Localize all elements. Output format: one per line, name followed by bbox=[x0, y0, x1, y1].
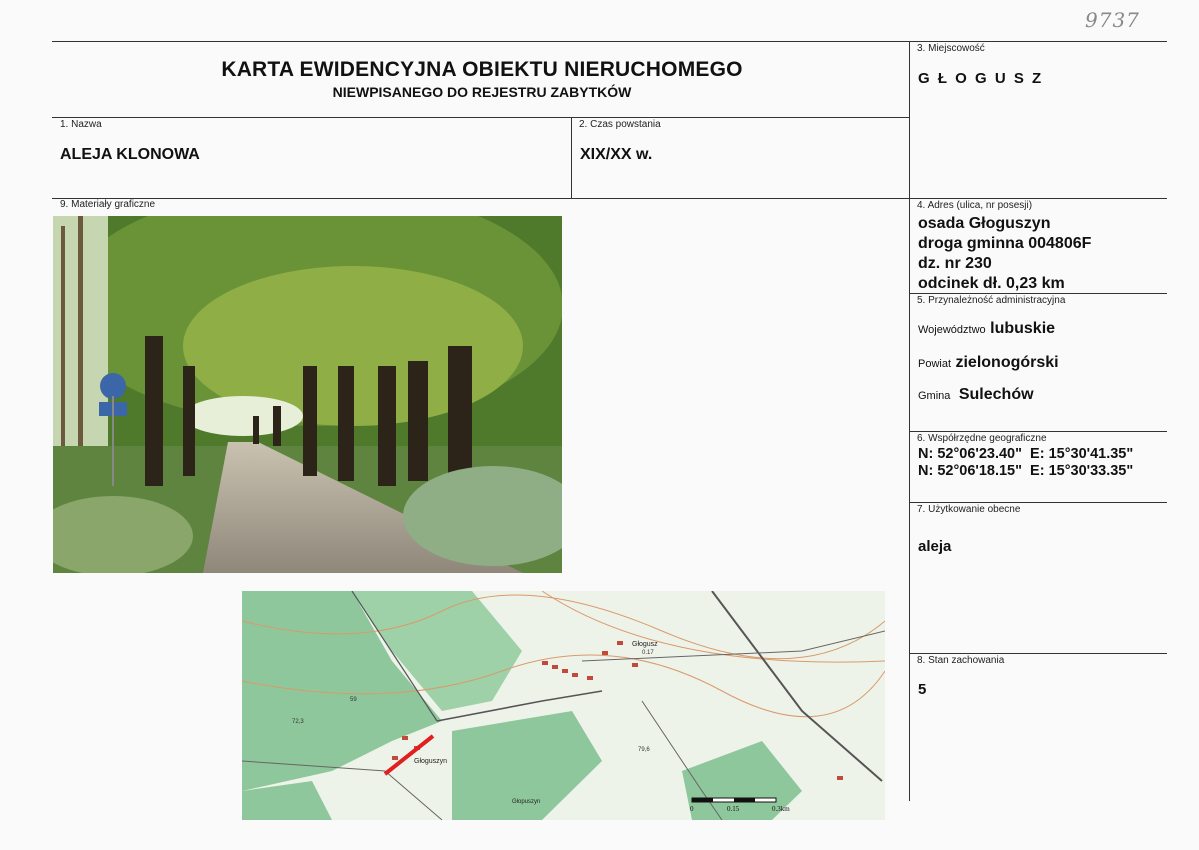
map-label-elev4: 59 bbox=[350, 697, 357, 703]
handwritten-number: 9737 bbox=[1085, 8, 1140, 32]
location-map bbox=[242, 591, 885, 820]
commune-label: Gmina bbox=[918, 390, 951, 402]
row-divider bbox=[52, 198, 1167, 199]
address-line-1: osada Głoguszyn bbox=[918, 215, 1051, 232]
admin-divider bbox=[909, 431, 1167, 432]
map-label-glogusz: Głogusz bbox=[632, 641, 658, 648]
top-border bbox=[52, 41, 1167, 42]
commune-row bbox=[918, 386, 1034, 404]
scale-zero: 0 bbox=[690, 805, 694, 813]
right-column-divider bbox=[909, 41, 910, 801]
created-label: 2. Czas powstania bbox=[579, 119, 661, 130]
coords-line-2: N: 52°06'18.15" E: 15°30'33.35" bbox=[918, 463, 1134, 479]
map-label-elev3: 79,6 bbox=[638, 747, 650, 753]
coords-divider bbox=[909, 502, 1167, 503]
header-divider bbox=[52, 117, 909, 118]
name-divider bbox=[571, 117, 572, 198]
usage-value: aleja bbox=[918, 538, 952, 555]
condition-label: 8. Stan zachowania bbox=[917, 655, 1005, 666]
map-label-elev1: 72,3 bbox=[292, 719, 304, 725]
created-value: XIX/XX w. bbox=[580, 146, 653, 163]
name-label: 1. Nazwa bbox=[60, 119, 102, 130]
map-label-gloguszyn: Głoguszyn bbox=[414, 758, 448, 765]
voivodeship-row bbox=[918, 320, 1055, 338]
voivodeship-label: Województwo bbox=[918, 324, 986, 336]
scale-end: 0.3km bbox=[772, 805, 790, 813]
scale-mid: 0.15 bbox=[727, 805, 740, 813]
county-label: Powiat bbox=[918, 358, 952, 370]
map-label-elev2: 0.17 bbox=[642, 650, 654, 656]
page-subtitle: NIEWPISANEGO DO REJESTRU ZABYTKÓW bbox=[332, 84, 632, 100]
locality-label: 3. Miejscowość bbox=[917, 43, 985, 54]
coords-line-1: N: 52°06'23.40" E: 15°30'41.35" bbox=[918, 446, 1134, 462]
condition-value: 5 bbox=[918, 681, 927, 698]
coords-label: 6. Współrzędne geograficzne bbox=[917, 433, 1047, 444]
locality-value: G Ł O G U S Z bbox=[918, 70, 1044, 87]
graphics-label: 9. Materiały graficzne bbox=[60, 199, 156, 210]
voivodeship-value: lubuskie bbox=[990, 320, 1056, 337]
page-title: KARTA EWIDENCYJNA OBIEKTU NIERUCHOMEGO bbox=[221, 58, 743, 81]
county-value: zielonogórski bbox=[955, 354, 1059, 371]
address-line-4: odcinek dł. 0,23 km bbox=[918, 275, 1065, 292]
address-label: 4. Adres (ulica, nr posesji) bbox=[917, 200, 1033, 211]
map-label-glopusiyn: Głopuszyn bbox=[512, 799, 541, 805]
county-row bbox=[918, 354, 1059, 372]
usage-divider bbox=[909, 653, 1167, 654]
usage-label: 7. Użytkowanie obecne bbox=[917, 504, 1021, 515]
address-line-2: droga gminna 004806F bbox=[918, 235, 1092, 252]
name-value: ALEJA KLONOWA bbox=[60, 146, 200, 163]
alley-photo bbox=[53, 216, 562, 573]
address-line-3: dz. nr 230 bbox=[918, 255, 992, 272]
admin-label: 5. Przynależność administracyjna bbox=[917, 295, 1066, 306]
commune-value: Sulechów bbox=[958, 386, 1034, 403]
